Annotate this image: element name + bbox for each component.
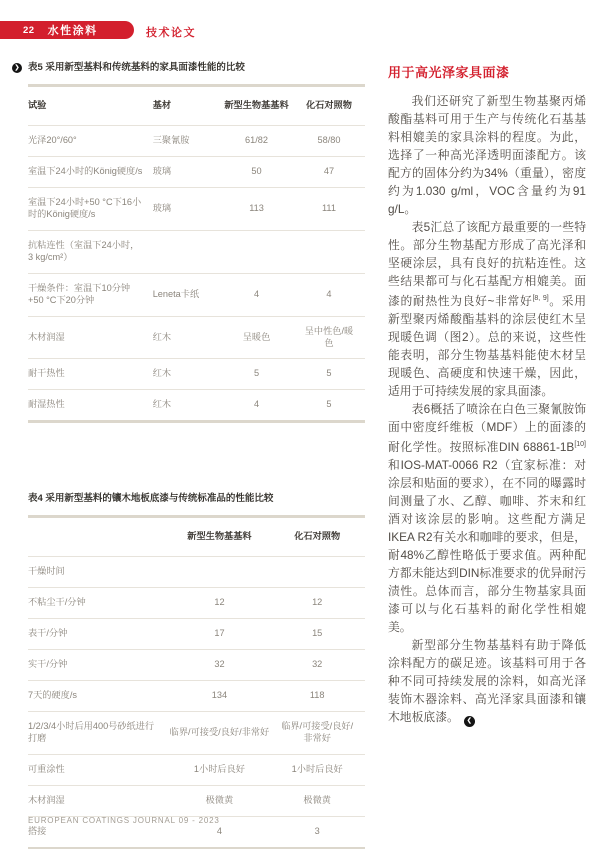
cell: 134	[170, 681, 278, 712]
cell: 木材润湿	[28, 785, 170, 816]
cell: 耐湿热性	[28, 390, 153, 422]
cell: 红木	[153, 316, 220, 359]
cell: 三聚氰胺	[153, 125, 220, 156]
cell: 搭接	[28, 816, 170, 848]
column-header: 基材	[152, 100, 172, 110]
cell	[220, 230, 301, 273]
column-header: 新型生物基基料	[187, 531, 252, 542]
article-type-label: 技术论文	[146, 27, 196, 39]
table-row	[28, 390, 365, 422]
cell: 临界/可接受/良好/非常好	[277, 712, 365, 755]
cell: 4	[220, 273, 301, 316]
table-row	[28, 156, 365, 187]
cell: 58/80	[301, 125, 365, 156]
table-row	[28, 273, 365, 316]
cell: 32	[277, 650, 365, 681]
cell: 红木	[153, 359, 220, 390]
cell: 耐干热性	[28, 359, 153, 390]
cell: 室温下24小时的König硬度/s	[28, 156, 153, 187]
cell: 抗粘连性（室温下24小时，3 kg/cm²）	[28, 230, 153, 273]
cell: Leneta卡纸	[153, 273, 220, 316]
table4-header-row	[28, 517, 365, 557]
cell: 呈暖色	[220, 316, 301, 359]
table-row	[28, 755, 365, 786]
table-row	[28, 712, 365, 755]
table-row	[28, 557, 365, 588]
table-row	[28, 230, 365, 273]
cell: 111	[301, 187, 365, 230]
cell: 12	[277, 588, 365, 619]
cell: 5	[301, 390, 365, 422]
cell: 113	[220, 187, 301, 230]
arrow-right-circle-icon: ❯	[12, 63, 22, 73]
column-header: 新型生物基基料	[224, 100, 289, 110]
cell: 3	[277, 816, 365, 848]
cell: 室温下24小时+50 °C下16小时的König硬度/s	[28, 187, 153, 230]
column-header: 试验	[28, 100, 47, 110]
paragraph-text: 。采用新型聚丙烯酸酯基料的涂层使红木呈现暖色调（图2）。总的来说，这些性能表明，部分生物基基料能使木材呈现暖色、高硬度和快速干燥，因此，适用于可持续发展的家具面漆。	[388, 293, 586, 398]
table4-title: 表4 采用新型基料的镶木地板底漆与传统标准品的性能比较	[28, 493, 274, 505]
cell: 47	[301, 156, 365, 187]
cell: 木材润湿	[28, 316, 153, 359]
cell: 4	[301, 273, 365, 316]
paragraph-text: 我们还研究了新型生物基聚丙烯酸酯基料可用于生产与传统化石基基料相媲美的家具涂料的程度。为此，选择了一种高光泽透明面漆配方。该配方的固体分约为34%（重量），密度约为1.030 g/ml，VOC含量约为91 g/L。	[388, 94, 586, 216]
table-row	[28, 125, 365, 156]
cell: 可重涂性	[28, 755, 170, 786]
cell: 临界/可接受/良好/非常好	[170, 712, 278, 755]
cell: 12	[170, 588, 278, 619]
table-row	[28, 785, 365, 816]
cell: 玻璃	[153, 187, 220, 230]
table-row	[28, 681, 365, 712]
page-badge	[0, 21, 134, 39]
section-title: 水性涂料	[47, 25, 98, 37]
paragraph-text: 和IOS-MAT-0066 R2（宜家标准：对涂层和贴面的要求），在不同的曝露时间测量了水、乙醇、咖啡、芥末和红酒对该涂层的影响。这些配方满足IKEA R2有关水和咖啡的要求，但是，耐48%乙醇性略低于要求值。两种配方都未能达到DIN标准要求的优异耐污渍性。总体而言，部分生物基家具面漆可以与化石基料的耐化学性相媲美。	[388, 457, 586, 634]
cell: 表干/分钟	[28, 619, 170, 650]
table5-title-row	[12, 62, 365, 74]
cell: 1小时后良好	[170, 755, 278, 786]
table-row	[28, 619, 365, 650]
cell	[277, 557, 365, 588]
cell: 玻璃	[153, 156, 220, 187]
cell: 50	[220, 156, 301, 187]
column-header	[28, 517, 170, 557]
table5-title: 表5 采用新型基料和传统基料的家具面漆性能的比较	[28, 62, 245, 73]
cell: 5	[220, 359, 301, 390]
paragraph	[388, 218, 586, 400]
column-header: 化石对照物	[306, 100, 352, 110]
cell: 不粘尘干/分钟	[28, 588, 170, 619]
paragraph	[388, 400, 586, 636]
reference-superscript: [10]	[574, 440, 586, 448]
cell: 4	[170, 816, 278, 848]
article-column	[388, 62, 586, 727]
column-header: 化石对照物	[294, 531, 341, 542]
cell	[301, 230, 365, 273]
end-of-article-icon: ❮	[464, 716, 475, 727]
journal-footer: EUROPEAN COATINGS JOURNAL 09 - 2023	[28, 816, 220, 825]
paragraph	[388, 636, 586, 727]
table-row	[28, 588, 365, 619]
table4	[28, 515, 365, 849]
table-row	[28, 359, 365, 390]
cell: 15	[277, 619, 365, 650]
table-row	[28, 650, 365, 681]
table-row	[28, 187, 365, 230]
cell: 干燥时间	[28, 557, 170, 588]
cell: 呈中性色/暖色	[301, 316, 365, 359]
cell: 32	[170, 650, 278, 681]
tables-column	[14, 62, 365, 849]
cell: 极微黄	[277, 785, 365, 816]
cell: 实干/分钟	[28, 650, 170, 681]
cell: 1小时后良好	[277, 755, 365, 786]
cell: 5	[301, 359, 365, 390]
cell: 17	[170, 619, 278, 650]
cell	[153, 230, 220, 273]
cell: 7天的硬度/s	[28, 681, 170, 712]
table5	[28, 84, 365, 423]
paragraph-text: 表5汇总了该配方最重要的一些特性。部分生物基配方形成了高光泽和坚硬涂层，具有良好的抗粘连性。这些结果都可与化石基配方相媲美。面漆的耐热性为良好~非常好	[388, 220, 586, 308]
cell: 4	[220, 390, 301, 422]
reference-superscript: [8, 9]	[532, 295, 549, 302]
cell: 干燥条件：室温下10分钟+50 °C下20分钟	[28, 273, 153, 316]
cell: 61/82	[220, 125, 301, 156]
cell: 极微黄	[170, 785, 278, 816]
cell: 红木	[153, 390, 220, 422]
paragraph-text: 表6概括了喷涂在白色三聚氰胺饰面中密度纤维板（MDF）上的面漆的耐化学性。按照标准DIN 68861-1B	[388, 401, 586, 454]
table5-header-row	[28, 86, 365, 126]
table-row	[28, 316, 365, 359]
cell	[170, 557, 278, 588]
cell: 光泽20°/60°	[28, 125, 153, 156]
paragraph-text: 新型部分生物基基料有助于降低涂料配方的碳足迹。该基料可用于各种不同可持续发展的涂料，如高光泽装饰木器涂料、高光泽家具面漆和镶木地板底漆。	[388, 637, 586, 724]
page-number: 22	[23, 24, 35, 36]
cell: 1/2/3/4小时后用400号砂纸进行打磨	[28, 712, 170, 755]
cell: 118	[277, 681, 365, 712]
paragraph	[388, 92, 586, 218]
article-heading: 用于高光泽家具面漆	[388, 65, 510, 80]
